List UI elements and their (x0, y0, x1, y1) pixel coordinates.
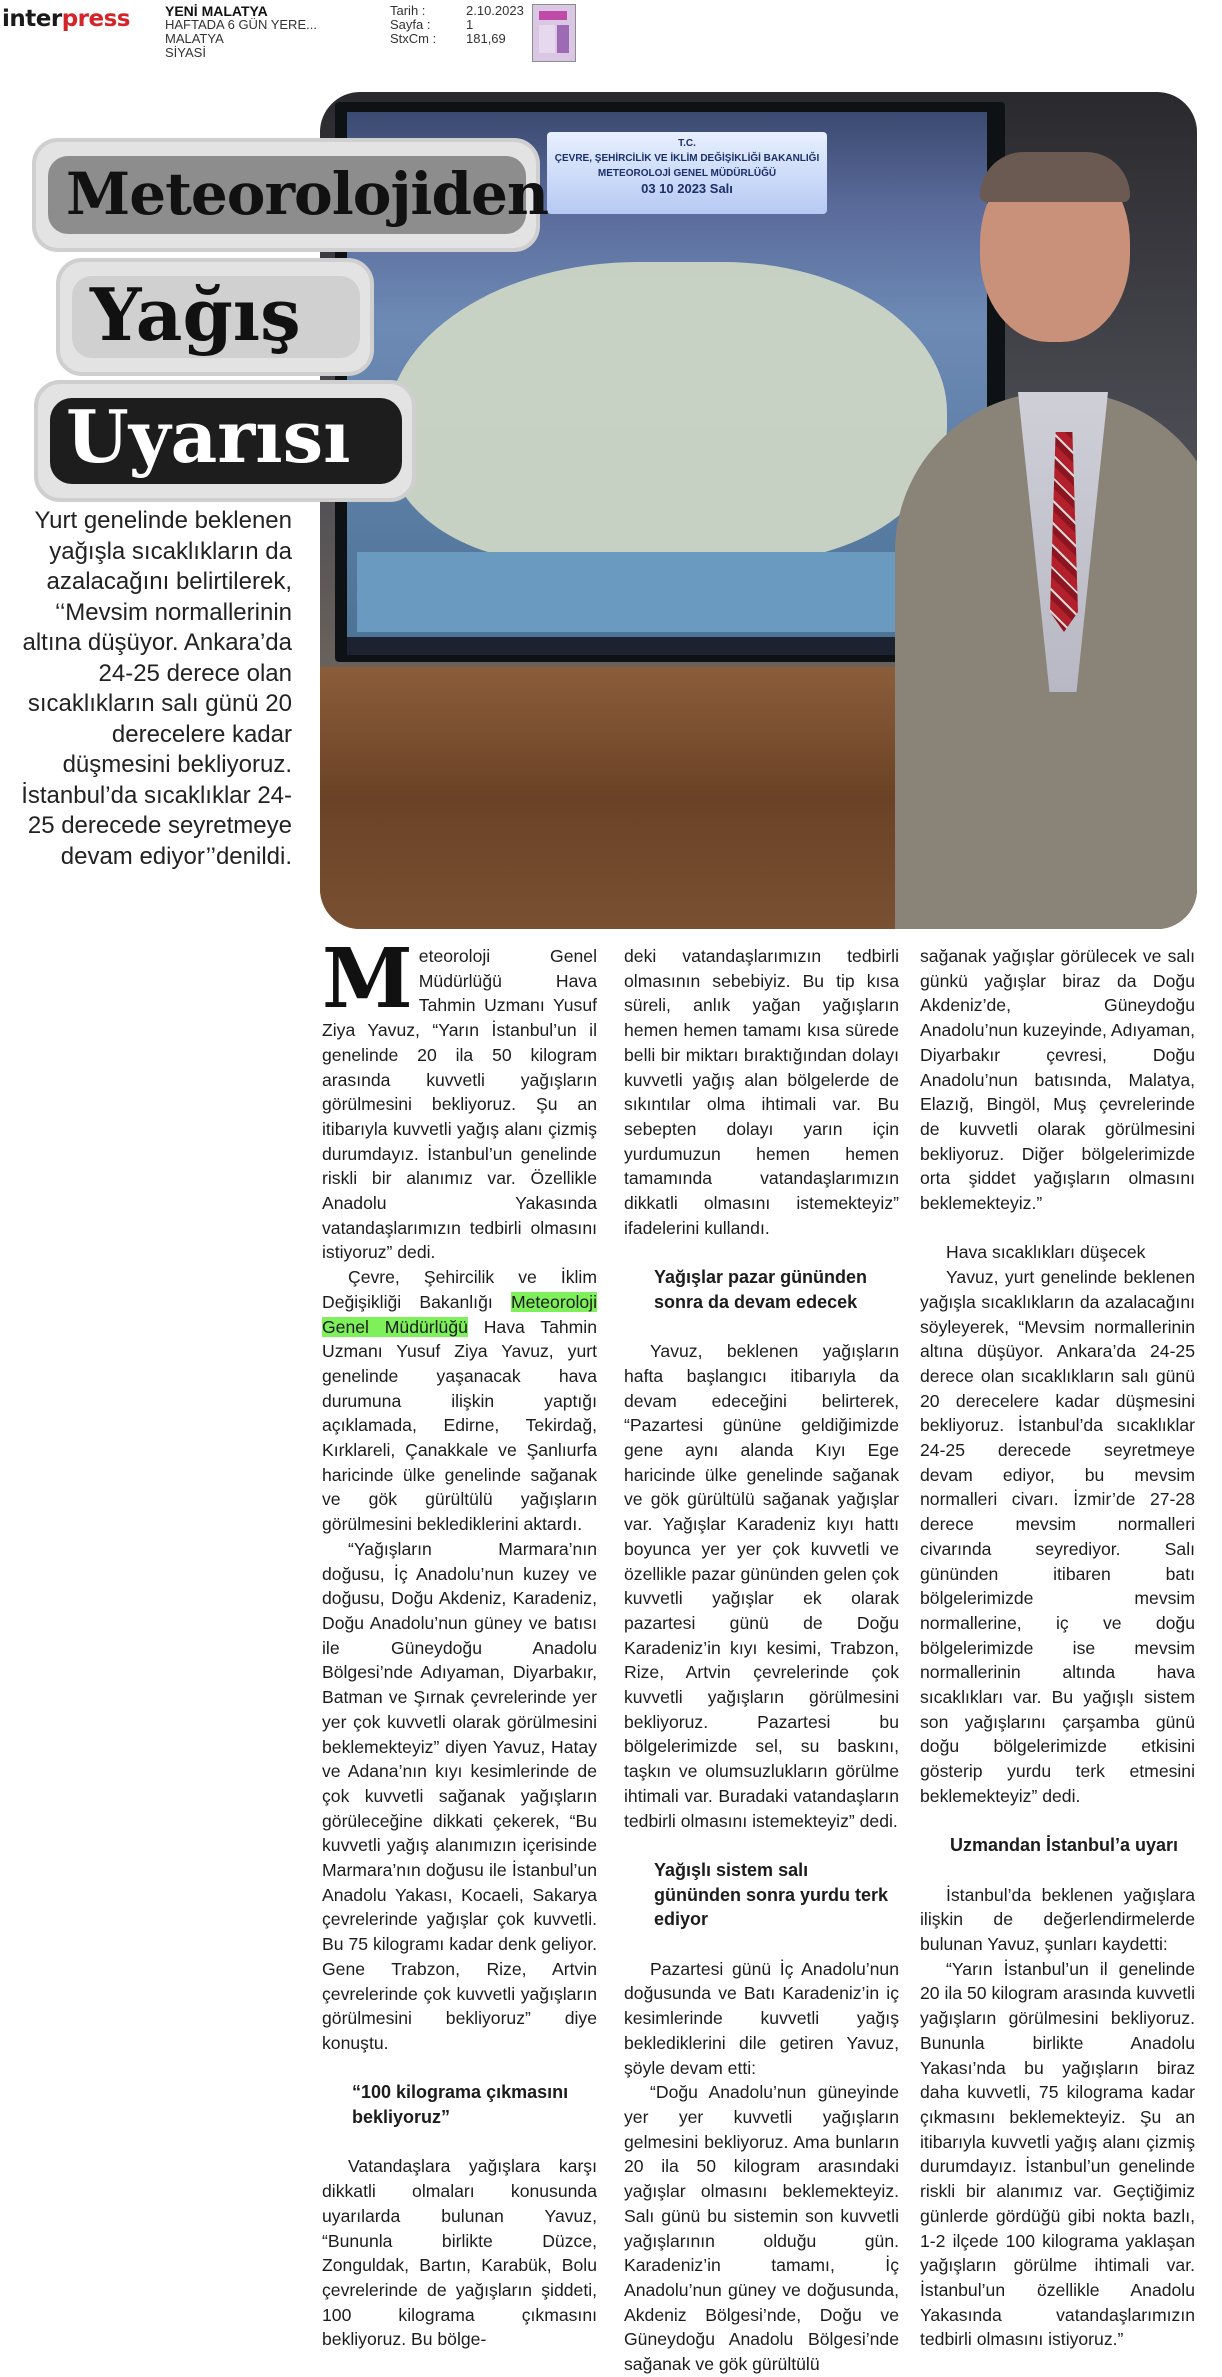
article-paragraph: İstanbul’da beklenen yağışlara ilişkin de değerlendirmelerde bulunan Yavuz, şunları kaydetti: (920, 1884, 1195, 1955)
area-label: StxCm : (390, 31, 437, 46)
headline-line-1: Meteorolojiden (66, 160, 549, 228)
drop-cap: M (322, 931, 413, 1027)
article-paragraph: Yavuz, beklenen yağışların hafta başlangıcı itibarıyla da devam edeceğini belirterek, “Pazartesi gününe geldiğimizde gene aynı alanda Kıyı Ege haricinde ülke genelinde sağanak ve gök gürültülü sağanak yağışlar var. Yağışlar Karadeniz kıyı hattı boyunca yer yer çok kuvvetli ve özellikle pazar gününden gelen çok kuvvetli yağışlar ek olarak pazartesi günü de Doğu Karadeniz’in kıyı kesimi, Trabzon, Rize, Artvin çevrelerinde çok kuvvetli yağışların görülmesini bekliyoruz. Pazartesi bu bölgelerimizde sel, su baskını, taşkın ve olumsuzlukların görülme ihtimali var. Buradaki vatandaşların tedbirli olmasını istemekteyiz” dedi. (624, 1341, 899, 1831)
article-paragraph: Vatandaşlara yağışlara karşı dikkatli olmaları konusunda uyarılarda bulunan Yavuz, “Bununla birlikte Düzce, Zonguldak, Bartın, Karabük, Bolu çevrelerinde de yağışların şiddeti, 100 kilograma çıkmasını bekliyoruz. Bu bölge- (322, 2156, 597, 2350)
subheading: Yağışlar pazar gününden sonra da devam edecek (654, 1267, 868, 1312)
publication-category: SİYASİ (165, 45, 206, 60)
page-thumbnail[interactable] (532, 4, 576, 62)
headline-line-2: Yağış (90, 272, 301, 357)
lead-paragraph: Yurt genelinde beklenen yağışla sıcaklıkların da azalacağını belirtilerek, ‘‘Mevsim normallerinin altına düşüyor. Ankara’da 24-25 derece olan sıcaklıkların salı günü 20 derecelere kadar düşmesini bekliyoruz. İstanbul’da sıcaklıklar 24-25 derecede seyretmeye devam ediyor’’denildi. (21, 507, 292, 870)
subheading: Yağışlı sistem salı gününden sonra yurdu terk ediyor (654, 1859, 889, 1930)
article-paragraph: Pazartesi günü İç Anadolu’nun doğusunda ve Batı Karadeniz’in iç kesimlerinde kuvvetli yağış beklediklerini dile getiren Yavuz, şöyle devam etti: (624, 1958, 899, 2078)
subheading: Uzmandan İstanbul’a uyarı (950, 1835, 1179, 1856)
date-value: 2.10.2023 (466, 3, 524, 18)
headline-line-3: Uyarısı (66, 394, 351, 479)
page-label: Sayfa : (390, 17, 431, 32)
area-value: 181,69 (466, 31, 506, 46)
article-paragraph: sağanak yağışlar görülecek ve salı günkü yağışlar biraz da Doğu Akdeniz’de, Güneydoğu Anadolu’nun kuzeyinde, Adıyaman, Diyarbakır çevresi, Doğu Anadolu’nun batısında, Malatya, Elazığ, Bingöl, Muş çevrelerinde de kuvvetli olarak görülmesini bekliyoruz. Diğer bölgelerimizde orta şiddet yağışların olmasını beklemekteyiz.” (920, 946, 1195, 1214)
article-paragraph: deki vatandaşlarımızın tedbirli olmasının sebebiyiz. Bu tip kısa süreli, anlık yağan yağışların hemen hemen tamamı kısa sürede belli bir miktarı bıraktığından dolayı kuvvetli yağış alan bölgelerde de sıkıntılar olma ihtimali var. Bu sebepten dolayı yarın için yurdumuzun hemen hemen tamamında vatandaşlarımızın dikkatli olmasını istemekteyiz” ifadelerini kullandı. (624, 946, 899, 1238)
publication-frequency: HAFTADA 6 GÜN YERE... (165, 17, 317, 32)
screen-taskbar (347, 637, 987, 655)
clipping-meta (390, 4, 524, 46)
article-paragraph: Yavuz, yurt genelinde beklenen yağışla sıcaklıkların da azalacağını söyleyerek, “Mevsim normallerinin altına düşüyor. Ankara’da 24-25 derece olan sıcaklıkların salı günü 20 derecelere kadar düşmesini bekliyoruz. İstanbul’da sıcaklıklar 24-25 derecede seyretmeye devam ediyor, bu mevsim normalleri civarı. İzmir’de 27-28 derece mevsim normalleri civarında seyrediyor. Salı gününden itibaren batı bölgelerimizde mevsim normallerine, iç ve doğu bölgelerimizde ise mevsim normallerinin altında hava sıcaklıkları var. Bu yağışlı sistem son yağışlarını çarşamba günü doğu bölgelerimizde etkisini gösterip yurdu terk etmesini beklemekteyiz” dedi. (920, 1267, 1195, 1806)
article-column-2 (624, 944, 899, 2377)
subheading-plain: Hava sıcaklıkları düşecek (946, 1242, 1146, 1263)
article-paragraph: “Yağışların Marmara’nın doğusu, İç Anadolu’nun kuzey ve doğusu, Doğu Akdeniz, Karadeniz, Doğu Anadolu’nun güney ve batısı ile Güneydoğu Anadolu Bölgesi’nde Adıyaman, Diyarbakır, Batman ve Şırnak çevrelerinde yer yer çok kuvvetli olarak görülmesini beklemekteyiz” diyen Yavuz, Hatay ve Adana’nın kıyı kesimlerinde de çok kuvvetli sağanak yağışların görüleceğine dikkati çekerek, “Bu kuvvetli yağış alanımızın içerisinde Marmara’nın doğusu ile İstanbul’un Anadolu Yakası, Kocaeli, Sakarya çevrelerinde yağışlar çok kuvvetli. Bu 75 kilogramı kadar denk geliyor. Gene Trabzon, Rize, Artvin çevrelerinde çok kuvvetli yağışların görülmesini bekliyoruz” diye konuştu. (322, 1538, 597, 2053)
article-column-1 (322, 931, 598, 2352)
interpress-logo: interpress (2, 6, 130, 32)
article-paragraph: “Yarın İstanbul’un il genelinde 20 ila 50 kilogram arasında kuvvetli yağışların görülmesini bekliyoruz. Bununla birlikte Anadolu Yakası’nda bu yağışların biraz daha kuvvetli, 75 kilograma kadar çıkmasını beklemekteyiz. Şu an itibarıyla kuvvetli yağış alanı çizmiş durumdayız. İstanbul’un genelinde riskli bir alanımız var. Geçtiğimiz günlerde gördüğü gibi nokta bazlı, 1-2 ilçede 100 kilograma yaklaşan yağışların görülme ihtimali var. İstanbul’un özellikle Anadolu Yakasında vatandaşlarımızın tedbirli olmasını istiyoruz.” (920, 1958, 1195, 2350)
publication-name: YENİ MALATYA (165, 3, 268, 19)
publication-info (165, 4, 317, 60)
date-label: Tarih : (390, 3, 426, 18)
highlighted-term: Meteoroloji Genel Müdürlüğü (322, 1291, 597, 1337)
subheading: “100 kilograma çıkmasını bekliyoruz” (352, 2082, 569, 2128)
article-column-3 (920, 944, 1195, 2352)
turkey-map (387, 262, 947, 562)
publication-city: MALATYA (165, 31, 224, 46)
article-paragraph: Çevre, Şehircilik ve İklim Değişikliği Bakanlığı Meteoroloji Genel Müdürlüğü Hava Tahmin Uzmanı Yusuf Ziya Yavuz, yurt genelinde yaşanacak hava durumuna ilişkin yaptığı açıklamada, Edirne, Tekirdağ, Kırklareli, Çanakkale ve Şanlıurfa haricinde ülke genelinde sağanak ve gök gürültülü yağışların görülmesini beklediklerini aktardı. (322, 1267, 598, 1535)
ministry-banner: T.C. ÇEVRE, ŞEHİRCİLİK VE İKLİM DEĞİŞİKLİĞİ BAKANLIĞI METEOROLOJİ GENEL MÜDÜRLÜĞÜ 03 10 2023 Salı (547, 132, 827, 214)
page-value: 1 (466, 17, 474, 32)
article-paragraph: Meteoroloji Genel Müdürlüğü Hava Tahmin Uzmanı Yusuf Ziya Yavuz, “Yarın İstanbul’un il genelinde 20 ila 50 kilogram arasında kuvvetli yağışların görülmesini bekliyoruz. Şu an itibarıyla kuvvetli yağış alanı çizmiş durumdayız. İstanbul’un genelinde riskli bir alanımız var. Özellikle Anadolu Yakasında vatandaşlarımızın tedbirli olmasını istiyoruz” dedi. (322, 931, 597, 1263)
article-paragraph: “Doğu Anadolu’nun güneyinde yer yer kuvvetli yağışların gelmesini bekliyoruz. Ama bunların 20 ila 50 kilogram arasındaki yağışlar olmasını beklemekteyiz. Salı günü bu sistemin son kuvvetli yağışlarının olduğu gün. Karadeniz’in tamamı, İç Anadolu’nun güney ve doğusunda, Akdeniz Bölgesi’nde, Doğu ve Güneydoğu Anadolu Bölgesi’nde sağanak ve gök gürültülü (624, 2082, 899, 2375)
